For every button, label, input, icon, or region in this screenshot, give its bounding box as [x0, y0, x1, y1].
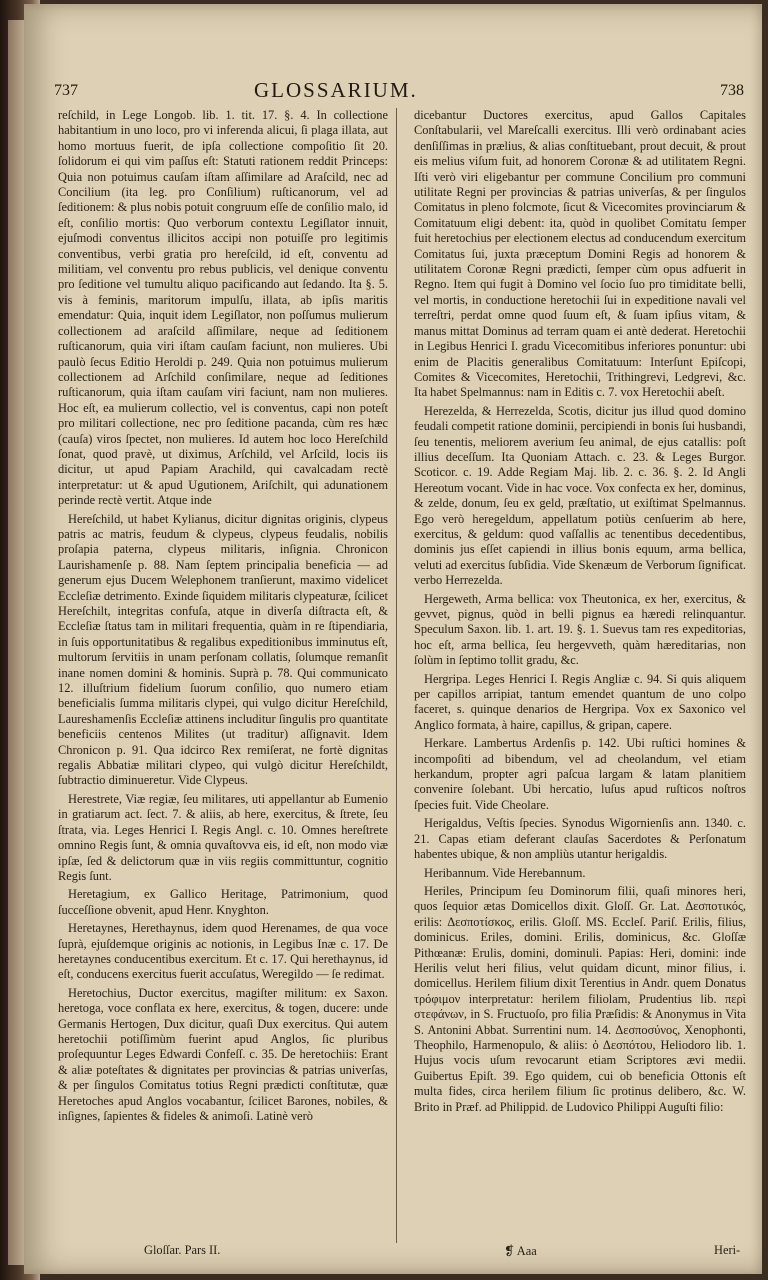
paragraph: Hereſchild, ut habet Kylianus, dicitur dignitas originis, clypeus patris ac matris, feudum & clypeus, clypeus feudalis, nobilis proſapia paterna, clypeus militaris, inſignia. Chronicon Laurishamenſe p. 88. Nam ſeptem principalia beneficia — ad generum ejus Ducem Welephonem tranſierunt, maximo videlicet Eccleſiæ detrimento. Exinde ſiquidem militaris clypeaturæ, ſcilicet Hereſchilt, integritas confuſa, atque in diverſa diſtracta eſt, & Eccleſiæ ſtatus tam in militari frequentia, quàm in re ſtipendiaria, in ſuis opportunitatibus & regalibus expeditionibus imminutus eſt, multorum ſervitiis in unam perſonam collatis, ſolumque remanſit inane nomen domini & hominis. Suprà p. 78. Qui communicato 12. illuſtrium fidelium ſuorum conſilio, quo numero etiam beneficialis ſumma militaris clypei, qui vulgo dicitur Hereſchild, Laureshamenſis Eccleſiæ attinens includitur ſingulis pro quantitate beneficiis centenos Milites (ut traditur) aſſignavit. Idem Chronicon p. 91. Qua idcirco Rex remiſerat, ne fortè dignitas regalis Abbatiæ militari clypeo, qui vulgò dicitur Hereſchildt, ſubtractio diminueretur. Vide Clypeus. — [58, 511, 388, 788]
gathering-mark: ❡ Aaa — [504, 1244, 537, 1258]
paragraph: Hergripa. Leges Henrici I. Regis Angliæ c. 94. Si quis aliquem per capillos arripiat, tantum emendet quantum de uno colpo faceret, s. quinque denarios de Hergripa. Vox ex Saxonico vel Anglico formata, à haire, capillus, & gripan, capere. — [414, 671, 746, 732]
book-page — [24, 4, 762, 1274]
signature-mark: Gloſſar. Pars II. — [144, 1243, 221, 1257]
page-header — [54, 78, 744, 104]
paragraph: Heriles, Principum ſeu Dominorum filii, quaſi minores heri, quos ſequior ætas Domicellos dixit. Gloſſ. Gr. Lat. Δεσποτικός, erilis: Δεσποτίσκος, erilis. Gloſſ. MS. Eccleſ. Pariſ. Erilis, filius, dominicus. Eriles, domini. Erilis, dominicus, &c. Gloſſæ Pithœanæ: Erulis, domini, dominuli. Papias: Heri, domini: inde Herilis velut heri filius, velut quidam dicunt, minor filius, i. domicellus. Herilem filium dixit Terentius in Andr. quem Donatus τρόφιμον interpretatur: herilem filiolam, Prudentius lib. περὶ στεφάνων, in S. Fructuoſo, pro filia Præſidis: & Anonymus in Vita S. Antonini Abbat. Surrentini num. 14. Δεσποσύνος, Xenophonti, Theophilo, Harmenopulo, & aliis: ὁ Δεσπότου, Heliodoro lib. 1. Hujus vocis uſum revocarunt etiam Scriptores ævi medii. Guibertus Epiſt. 39. Ego quidem, cui ob beneficia Ottonis eſt multa fides, circa herilem filium ſic protinus delibero, &c. W. Brito in Præf. ad Philippid. de Ludovico Philippi Auguſti filio: — [414, 883, 746, 1114]
paragraph: Herezelda, & Herrezelda, Scotis, dicitur jus illud quod domino feudali competit ratione dominii, percipiendi in bonis ſui husbandi, ſeu tenentis, meliorem averium ſeu animal, de ejus catallis: poſt illius deceſſum. Ita Quoniam Attach. c. 23. & Leges Burgor. Scoticor. c. 19. Adde Regiam Maj. lib. 2. c. 36. §. 2. Id Angli Hereotum vocant. Vide in hac voce. Vox confecta ex her, dominus, & zelde, donum, ſeu ex geld, præſtatio, ut exiſtimat Spelmannus. Ego verò heregeldum, appellatum potiùs cenſuerim ab here, exercitus, & geldum: quod vaſſallis ac tenentibus decedentibus, dominis jus eſſet capiendi in illius bonis equum, arma bellica, veluti ad exercitus ſubſidia. Vide Skenæum de Verborum ſignificat. verbo Herrezelda. — [414, 403, 746, 588]
running-title: GLOSSARIUM. — [254, 78, 418, 102]
paragraph: Hergeweth, Arma bellica: vox Theutonica, ex her, exercitus, & gevvet, pignus, quòd in belli pignus ea hæredi relinquantur. Speculum Saxon. lib. 1. art. 19. §. 1. Suevus tam res expeditorias, hoc eſt, arma bellica, ſeu hergevveth, quàm hæreditarias, non ſolùm in ſeptimo tollit gradu, &c. — [414, 591, 746, 668]
catchword: Heri- — [714, 1243, 741, 1257]
paragraph: Heretochius, Ductor exercitus, magiſter militum: ex Saxon. heretoga, voce conflata ex here, exercitus, & togen, ducere: unde Germanis Hertogen, Dux dicitur, quaſi Dux exercitus. Qui autem heretochii potiſſimùm fuerint apud Anglos, ſic pluribus proſequuntur Leges Edwardi Confeſſ. c. 35. De heretochiis: Erant & aliæ poteſtates & dignitates per provincias & patrias univerſas, & per ſingulos Comitatus totius Regni prædicti conſtitutæ, quæ Heretoches apud Anglos vocabantur, ſcilicet Barones, nobiles, & inſignes, ſapientes & fideles & animoſi. Latinè verò — [58, 985, 388, 1123]
paragraph: Herigaldus, Veſtis ſpecies. Synodus Wigornienſis ann. 1340. c. 21. Capas etiam deferant clauſas Sacerdotes & Perſonatum habentes ubique, & non ampliùs utantur herigaldis. — [414, 816, 746, 862]
paragraph: Herkare. Lambertus Ardenſis p. 142. Ubi ruſtici homines & incompoſiti ad bibendum, vel ad cheolandum, vel etiam herkandum, propter agri paſcua largam & latam planitiem convenire ſolebant. Ubi hercatio, luſus apud ruſticos noſtros ſpecies fuit. Vide Cheolare. — [414, 736, 746, 812]
paragraph: Heretagium, ex Gallico Heritage, Patrimonium, quod ſucceſſione obvenit, apud Henr. Knyghton. — [58, 887, 388, 917]
paragraph: Herestrete, Viæ regiæ, ſeu militares, uti appellantur ab Eumenio in gratiarum act. ſect. 7. & aliis, ab here, exercitus, & ſtrete, ſeu ſtrata, via. Leges Henrici I. Regis Angl. c. 10. Omnes hereſtrete omnino Regis ſunt, & omnia quvaſtovva eis, id eſt, non modo viæ ipſæ, ſed & delictorum quæ in viis regiis committuntur, cognitio Regis ſunt. — [58, 791, 388, 883]
left-page-number: 737 — [54, 82, 78, 99]
paragraph: reſchild, in Lege Longob. lib. 1. tit. 17. §. 4. In collectione habitantium in uno loco, pro vi inferenda alicui, ſi plaga illata, aut homo mortuus fuerit, de ipſa collectione compoſitio ſit 20. ſolidorum ei qui vim paſſus eſt: Statuti rationem reddit Princeps: Quia non potuimus cauſam iſtam aſſimilare ad Araſcild, nec ad Concilium (ita leg. pro Conſilium) ruſticanorum, vel ad ſeditionem: & plus nobis potuit congruum eſſe de conſilio malo, id eſt, conſilio mortis: Quo verborum contextu Legiſlator innuit, ejuſmodi conventus illicitos accipi non potuiſſe pro legitimis conventibus, verbi gratia pro hereſcild, id eſt, conventu ad militiam, vel conventu pro rebus publicis, vel denique conventu pro ſeditione vel tumultu aliquo pacificando aut ſedando. Ita §. 5. vis à feminis, maritorum impulſu, illata, ab ipſis maritis emendatur: Quia, inquit idem Legiſlator, non poſſumus mulierum collectionem ad araſcild aſſimilare, neque ad ſeditionem ruſticanorum, quia viri iſtam cauſam faciunt, non mulieres. Ubi paulò ſecus Editio Heroldi p. 249. Quia non potuimus mulierum collectionem ad Arſchild conſimilare, neque ad ſeditiones ruſticanorum, quia iſtam cauſam viri faciunt, nam non mulieres. Hoc eſt, ea mulierum collectio, vel is conventus, capi non poteſt pro militari collectione, nec pro ſeditione pacanda, cùm res hæc (cauſa) viros ſpectet, non mulieres. Id autem hoc loco Hereſchild ſonat, quod pravè, ut diximus, Arſchild, vel Arſcild, locis iis dicitur, ut apud Papiam Arachild, qui cavalcadam rectè interpretatur: ut & apud Ugutionem, Ariſchilt, qui adunationem perinde rectè vertit. Atque inde — [58, 108, 388, 508]
left-column — [58, 108, 388, 1248]
column-divider — [396, 108, 397, 1243]
paragraph: Heribannum. Vide Herebannum. — [424, 865, 586, 880]
right-column — [414, 108, 746, 1248]
paragraph: dicebantur Ductores exercitus, apud Gallos Capitales Conſtabularii, vel Mareſcalli exercitus. Illi verò ordinabant acies denſiſſimas in prælius, & alias conſtituebant, prout decuit, & prout eis melius viſum fuit, ad honorem Coronæ & ad utilitatem Regni. Iſti verò viri eligebantur per commune Concilium pro communi utilitate Regni per provincias & patrias univerſas, & per ſingulos Comitatus in pleno folcmote, ſicut & Vicecomites provinciarum & Comitatuum eligi debent: ita, quòd in quolibet Comitatu ſemper fuit heretochius per electionem electus ad conducendum exercitum Comitatus ſui, juxta præceptum Domini Regis ad honorem & utilitatem Coronæ Regni prædicti, ſemper cùm opus adfuerit in Regno. Item qui fugit à Domino vel ſocio ſuo pro timiditate belli, vel mortis, in conductione heretochii ſui in expeditione navali vel terreſtri, perdat omne quod ſuum eſt, & ſuam ipſius vitam, & manus mittat Dominus ad terram quam ei antè dederat. Heretochii in Legibus Henrici I. gradu Vicecomitibus inferiores ponuntur: ubi enim de Placitis generalibus Comitatuum: Interſunt Epiſcopi, Comites & Vicecomites, Heretochii, Trithingrevi, Ledgrevi, &c. Ita habet Spelmannus: nam in Editis c. 7. vox Heretochii abeſt. — [414, 108, 746, 400]
right-page-number: 738 — [720, 82, 744, 99]
paragraph: Heretaynes, Herethaynus, idem quod Herenames, de qua voce ſuprà, ejuſdemque originis ac notionis, in Legibus Inæ c. 17. De heretaynes conducentibus exercitum. Et c. 17. Qui herethaynus, id eſt, conducens exercitus fuerit accuſatus, Weregildo — ſe redimat. — [58, 921, 388, 982]
